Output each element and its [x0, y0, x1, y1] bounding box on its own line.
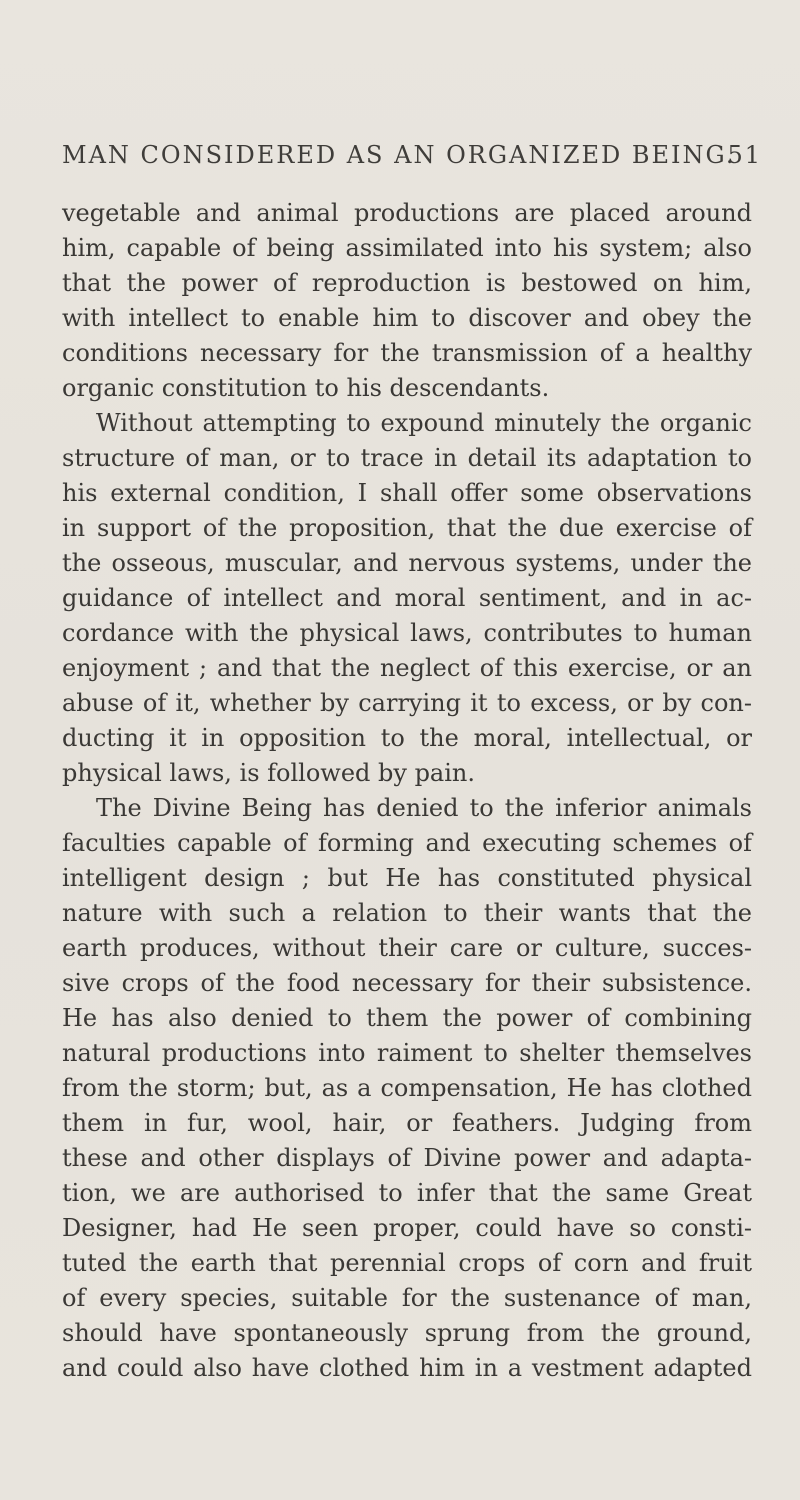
text-line: with intellect to enable him to discover and obey the [62, 304, 752, 332]
text-line: ducting it in opposition to the moral, intellectual, or [62, 724, 752, 752]
text-line: faculties capable of forming and executing schemes of [62, 829, 752, 857]
text-line: natural productions into raiment to shelter themselves [62, 1039, 752, 1067]
text-line: Designer, had He seen proper, could have so consti- [62, 1214, 752, 1242]
text-line: Without attempting to expound minutely the organic [96, 409, 752, 437]
running-head-title: MAN CONSIDERED AS AN ORGANIZED BEING. [62, 141, 736, 169]
text-line: He has also denied to them the power of combining [62, 1004, 752, 1032]
text-line: of every species, suitable for the sustenance of man, [62, 1284, 752, 1312]
text-line: tion, we are authorised to infer that the same Great [62, 1179, 752, 1207]
text-line: physical laws, is followed by pain. [62, 759, 476, 787]
text-line: and could also have clothed him in a vestment adapted [62, 1354, 752, 1382]
text-line: should have spontaneously sprung from the ground, [62, 1319, 752, 1347]
text-line: vegetable and animal productions are placed around [62, 199, 752, 227]
text-line: enjoyment ; and that the neglect of this exercise, or an [62, 654, 752, 682]
paragraph-1 [62, 196, 752, 406]
text-line: sive crops of the food necessary for their subsistence. [62, 969, 752, 997]
text-line: that the power of reproduction is bestowed on him, [62, 269, 752, 297]
body-text [62, 196, 752, 1386]
text-line: in support of the proposition, that the due exercise of [62, 514, 752, 542]
text-line: him, capable of being assimilated into his system; also [62, 234, 752, 262]
running-head [62, 141, 762, 181]
text-line: his external condition, I shall offer some observations [62, 479, 752, 507]
text-line: cordance with the physical laws, contributes to human [62, 619, 752, 647]
page-number: 51 [727, 141, 762, 169]
text-line: organic constitution to his descendants. [62, 374, 550, 402]
text-line: from the storm; but, as a compensation, He has clothed [62, 1074, 752, 1102]
text-line: the osseous, muscular, and nervous systems, under the [62, 549, 752, 577]
text-line: earth produces, without their care or culture, succes- [62, 934, 752, 962]
text-line: them in fur, wool, hair, or feathers. Judging from [62, 1109, 752, 1137]
text-line: structure of man, or to trace in detail its adaptation to [62, 444, 752, 472]
text-line: tuted the earth that perennial crops of corn and fruit [62, 1249, 752, 1277]
text-line: these and other displays of Divine power and adapta- [62, 1144, 752, 1172]
text-line: abuse of it, whether by carrying it to excess, or by con- [62, 689, 752, 717]
text-line: nature with such a relation to their wants that the [62, 899, 752, 927]
text-line: The Divine Being has denied to the inferior animals [96, 794, 752, 822]
text-line: conditions necessary for the transmission of a healthy [62, 339, 752, 367]
paragraph-3 [62, 791, 752, 1386]
paragraph-2 [62, 406, 752, 791]
text-line: intelligent design ; but He has constituted physical [62, 864, 752, 892]
text-line: guidance of intellect and moral sentiment, and in ac- [62, 584, 752, 612]
